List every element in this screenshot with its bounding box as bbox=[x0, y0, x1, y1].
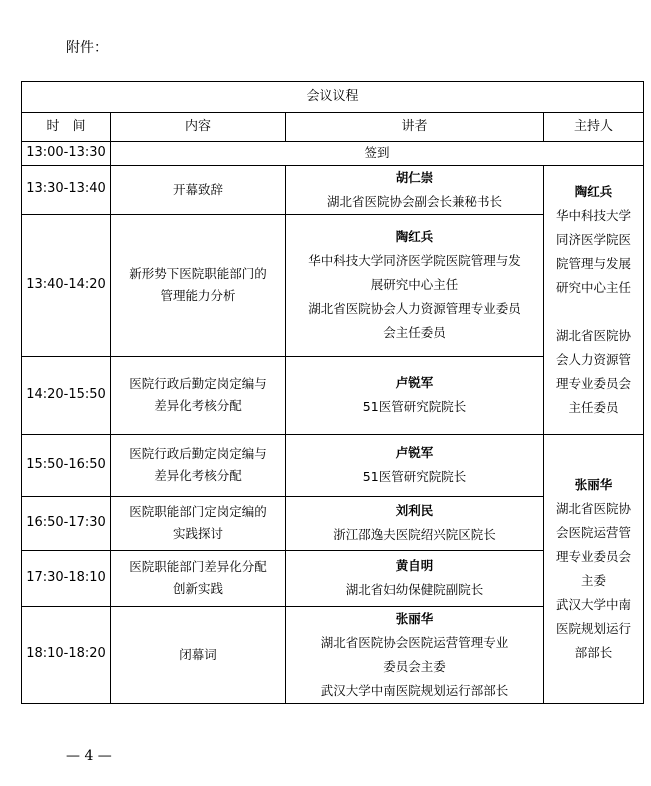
host-title-line: 部部长 bbox=[574, 644, 613, 660]
agenda-body bbox=[22, 142, 644, 704]
host-title-line: 院管理与发展 bbox=[556, 255, 632, 271]
row-time: 14:20-15:50 bbox=[22, 356, 111, 434]
row-content bbox=[111, 356, 286, 434]
content-line: 闭幕词 bbox=[179, 646, 217, 662]
content-line: 新形势下医院职能部门的 bbox=[129, 266, 267, 282]
host-title-line: 主委 bbox=[581, 572, 607, 588]
row-time: 13:00-13:30 bbox=[22, 142, 111, 166]
content-line: 差异化考核分配 bbox=[154, 468, 242, 484]
speaker-name: 胡仁崇 bbox=[395, 169, 434, 185]
host-title-line: 医院规划运行 bbox=[556, 620, 632, 636]
speaker-title-line: 51医管研究院院长 bbox=[362, 469, 467, 485]
content-line: 开幕致辞 bbox=[172, 181, 223, 197]
header-content: 内容 bbox=[111, 113, 286, 142]
row-content bbox=[111, 496, 286, 550]
row-time: 17:30-18:10 bbox=[22, 550, 111, 606]
row-time: 18:10-18:20 bbox=[22, 606, 111, 703]
speaker-title-line: 湖北省妇幼保健院副院长 bbox=[345, 582, 484, 598]
header-speaker: 讲者 bbox=[286, 113, 544, 142]
content-line: 创新实践 bbox=[172, 581, 223, 597]
host-title-line: 研究中心主任 bbox=[556, 279, 632, 295]
row-speaker bbox=[286, 165, 544, 214]
row-speaker bbox=[286, 214, 544, 356]
row-content bbox=[111, 165, 286, 214]
agenda-table bbox=[21, 81, 644, 704]
host-title-line: 主任委员 bbox=[568, 399, 619, 415]
speaker-title-line: 武汉大学中南医院规划运行部部长 bbox=[320, 682, 509, 698]
attachment-label: 附件： bbox=[66, 40, 108, 56]
host-title-line: 华中科技大学 bbox=[556, 207, 632, 223]
host-title-line: 湖北省医院协 bbox=[556, 327, 632, 343]
host-title-line: 理专业委员会 bbox=[556, 375, 632, 391]
speaker-name: 黄自明 bbox=[395, 558, 434, 574]
speaker-name: 刘利民 bbox=[395, 503, 434, 519]
row-time: 13:40-14:20 bbox=[22, 214, 111, 356]
row-speaker bbox=[286, 434, 544, 496]
content-line: 医院职能部门差异化分配 bbox=[129, 559, 267, 575]
content-line: 医院行政后勤定岗定编与 bbox=[129, 446, 267, 462]
page-number: — 4 — bbox=[66, 748, 112, 764]
speaker-title-line: 展研究中心主任 bbox=[370, 277, 459, 293]
speaker-name: 卢锐军 bbox=[395, 375, 434, 391]
speaker-title-line: 浙江邵逸夫医院绍兴院区院长 bbox=[333, 527, 496, 543]
host-title-line: 会人力资源管 bbox=[556, 351, 632, 367]
row-time: 16:50-17:30 bbox=[22, 496, 111, 550]
speaker-title-line: 会主任委员 bbox=[383, 325, 446, 341]
speaker-title-line: 湖北省医院协会副会长兼秘书长 bbox=[326, 193, 502, 209]
host-name: 陶红兵 bbox=[574, 183, 613, 199]
signin-cell: 签到 bbox=[111, 142, 644, 166]
host-title-line: 湖北省医院协 bbox=[556, 500, 632, 516]
host-title-line: 会医院运营管 bbox=[556, 524, 632, 540]
speaker-name: 张丽华 bbox=[395, 610, 434, 626]
host-cell bbox=[544, 165, 644, 434]
header-time: 时 间 bbox=[22, 113, 111, 142]
speaker-name: 卢锐军 bbox=[395, 445, 434, 461]
row-content bbox=[111, 214, 286, 356]
host-title-line: 理专业委员会 bbox=[556, 548, 632, 564]
row-content bbox=[111, 606, 286, 703]
speaker-title-line: 华中科技大学同济医学院医院管理与发 bbox=[308, 253, 521, 269]
content-line: 实践探讨 bbox=[172, 526, 223, 542]
row-time: 13:30-13:40 bbox=[22, 165, 111, 214]
speaker-title-line: 湖北省医院协会医院运营管理专业 bbox=[320, 634, 509, 650]
speaker-title-line: 51医管研究院院长 bbox=[362, 399, 467, 415]
host-title-line bbox=[547, 300, 640, 324]
content-line: 医院行政后勤定岗定编与 bbox=[129, 376, 267, 392]
speaker-name: 陶红兵 bbox=[395, 229, 434, 245]
header-host: 主持人 bbox=[544, 113, 644, 142]
row-content bbox=[111, 434, 286, 496]
agenda-title: 会议议程 bbox=[22, 82, 644, 113]
row-speaker bbox=[286, 606, 544, 703]
speaker-title-line: 湖北省医院协会人力资源管理专业委员 bbox=[308, 301, 521, 317]
host-title-line: 同济医学院医 bbox=[556, 231, 632, 247]
content-line: 医院职能部门定岗定编的 bbox=[129, 504, 267, 520]
host-title-line: 武汉大学中南 bbox=[556, 596, 632, 612]
agenda-row bbox=[22, 142, 644, 166]
host-name: 张丽华 bbox=[574, 476, 613, 492]
row-speaker bbox=[286, 550, 544, 606]
row-time: 15:50-16:50 bbox=[22, 434, 111, 496]
row-speaker bbox=[286, 356, 544, 434]
agenda-row bbox=[22, 165, 644, 214]
speaker-title-line: 委员会主委 bbox=[383, 658, 446, 674]
host-cell bbox=[544, 434, 644, 703]
content-line: 管理能力分析 bbox=[160, 288, 236, 304]
row-speaker bbox=[286, 496, 544, 550]
agenda-row bbox=[22, 434, 644, 496]
content-line: 差异化考核分配 bbox=[154, 398, 242, 414]
row-content bbox=[111, 550, 286, 606]
